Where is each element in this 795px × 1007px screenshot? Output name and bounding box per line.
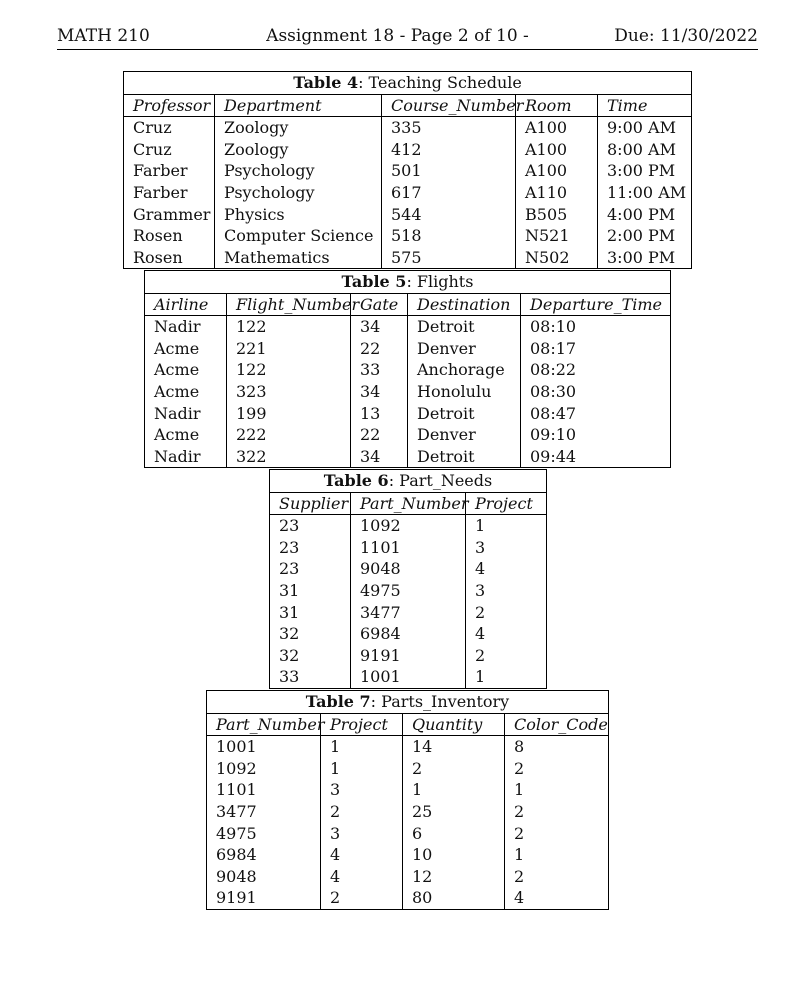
table-cell: 23 — [270, 537, 351, 559]
table-cell: 4 — [514, 888, 525, 908]
table-cell: Zoology — [215, 117, 382, 139]
column-header-row — [270, 492, 547, 515]
table-cell: 33 — [270, 666, 351, 688]
table-cell: 4 — [475, 624, 486, 644]
table-cell: Farber — [124, 182, 215, 204]
table-row — [145, 338, 671, 360]
table-cell: A110 — [516, 182, 598, 204]
table-label: Table 6 — [323, 471, 389, 490]
table-cell: 08:17 — [530, 338, 577, 358]
table-cell: 34 — [351, 381, 408, 403]
table-cell: 4:00 PM — [607, 204, 676, 224]
table-cell: 10 — [403, 844, 505, 866]
table-row — [270, 537, 547, 559]
table-cell: Rosen — [124, 225, 215, 247]
table-caption — [124, 72, 692, 95]
table-cell: 2 — [514, 758, 525, 778]
table-cell: 575 — [382, 247, 516, 269]
table-row — [124, 204, 692, 226]
table-cell: Denver — [408, 424, 521, 446]
header-rule — [57, 49, 758, 50]
table-cell: 13 — [351, 403, 408, 425]
table-caption-row — [207, 691, 609, 714]
column-header: Supplier — [270, 492, 351, 515]
table-row — [270, 515, 547, 537]
table-row — [270, 623, 547, 645]
table-caption — [270, 470, 547, 493]
table-cell: 3477 — [351, 602, 466, 624]
table-row — [207, 779, 609, 801]
table-cell: 31 — [270, 602, 351, 624]
table-cell: 25 — [403, 801, 505, 823]
table-flights — [144, 270, 671, 468]
table-cell: 3:00 PM — [607, 247, 676, 267]
table-cell: 09:10 — [530, 425, 577, 445]
table-cell: 3 — [321, 823, 403, 845]
column-header: Department — [215, 94, 382, 117]
table-cell: Detroit — [408, 316, 521, 338]
due-date: Due: 11/30/2022 — [614, 26, 758, 46]
table-cell: A100 — [516, 139, 598, 161]
table-cell: 3 — [475, 580, 486, 600]
table-row — [145, 381, 671, 403]
table-cell: 4975 — [351, 580, 466, 602]
table-cell: Nadir — [145, 446, 227, 468]
table-row — [145, 403, 671, 425]
table-cell: 34 — [351, 446, 408, 468]
column-header: Destination — [408, 293, 521, 316]
table-cell: Rosen — [124, 247, 215, 269]
table-cell: 9191 — [351, 645, 466, 667]
table-caption-row — [270, 470, 547, 493]
table-cell: 9048 — [351, 558, 466, 580]
table-cell: 9:00 AM — [607, 118, 676, 138]
table-cell: 31 — [270, 580, 351, 602]
table-cell: 23 — [270, 515, 351, 537]
table-cell: 617 — [382, 182, 516, 204]
table-row — [270, 602, 547, 624]
table-cell: 2 — [514, 866, 525, 886]
table-cell: Nadir — [145, 403, 227, 425]
table-cell: 1 — [475, 667, 486, 687]
table-cell: 322 — [227, 446, 351, 468]
table-row — [270, 580, 547, 602]
column-header: Departure_Time — [521, 293, 671, 316]
table-cell: 2 — [321, 887, 403, 909]
table-cell: 08:47 — [530, 403, 577, 423]
table-row — [207, 866, 609, 888]
table-cell: 11:00 AM — [607, 182, 687, 202]
table-cell: 32 — [270, 623, 351, 645]
table-cell: Acme — [145, 359, 227, 381]
course-name: MATH 210 — [57, 26, 150, 46]
table-caption — [145, 271, 671, 294]
table-parts-inventory — [206, 690, 609, 910]
table-cell: 335 — [382, 117, 516, 139]
table-cell: 22 — [351, 338, 408, 360]
table-row — [145, 424, 671, 446]
table-cell: Farber — [124, 160, 215, 182]
table-row — [207, 758, 609, 780]
table-cell: Psychology — [215, 160, 382, 182]
column-header: Color_Code — [505, 713, 609, 736]
table-cell: 34 — [351, 316, 408, 338]
table-label: Table 4 — [293, 73, 359, 92]
table-cell: 4975 — [207, 823, 321, 845]
table-cell: Honolulu — [408, 381, 521, 403]
table-cell: Nadir — [145, 316, 227, 338]
table-cell: 8:00 AM — [607, 139, 676, 159]
table-row — [207, 801, 609, 823]
table-cell: Detroit — [408, 446, 521, 468]
table-cell: 1 — [321, 758, 403, 780]
table-cell: Anchorage — [408, 359, 521, 381]
table-cell: 1092 — [351, 515, 466, 537]
table-cell: 1 — [321, 736, 403, 758]
table-row — [207, 736, 609, 758]
table-row — [145, 316, 671, 338]
table-cell: 501 — [382, 160, 516, 182]
column-header: Course_Number — [382, 94, 516, 117]
column-header: Part_Number — [351, 492, 466, 515]
table-cell: 1 — [475, 516, 486, 536]
table-cell: Zoology — [215, 139, 382, 161]
table-cell: 1 — [514, 845, 525, 865]
table-cell: Denver — [408, 338, 521, 360]
table-cell: 122 — [227, 359, 351, 381]
table-cell: 14 — [403, 736, 505, 758]
table-cell: A100 — [516, 117, 598, 139]
table-cell: 8 — [514, 737, 525, 757]
table-cell: 9048 — [207, 866, 321, 888]
table-cell: 1101 — [351, 537, 466, 559]
table-title: : Teaching Schedule — [358, 73, 522, 92]
column-header: Room — [516, 94, 598, 117]
table-cell: 6 — [403, 823, 505, 845]
table-row — [124, 139, 692, 161]
table-cell: Psychology — [215, 182, 382, 204]
table-row — [270, 666, 547, 688]
table-row — [207, 823, 609, 845]
table-cell: Mathematics — [215, 247, 382, 269]
table-row — [145, 446, 671, 468]
table-cell: 2 — [514, 823, 525, 843]
table-cell: 2 — [475, 602, 486, 622]
table-cell: 518 — [382, 225, 516, 247]
table-part-needs — [269, 469, 547, 689]
table-caption-row — [145, 271, 671, 294]
table-row — [124, 182, 692, 204]
table-cell: Grammer — [124, 204, 215, 226]
table-cell: A100 — [516, 160, 598, 182]
table-cell: Cruz — [124, 117, 215, 139]
table-caption-row — [124, 72, 692, 95]
table-cell: B505 — [516, 204, 598, 226]
column-header: Quantity — [403, 713, 505, 736]
table-row — [124, 117, 692, 139]
column-header: Project — [321, 713, 403, 736]
table-label: Table 7 — [305, 692, 371, 711]
table-cell: 3477 — [207, 801, 321, 823]
table-cell: Physics — [215, 204, 382, 226]
table-cell: Acme — [145, 338, 227, 360]
table-row — [124, 160, 692, 182]
table-cell: N502 — [516, 247, 598, 269]
column-header-row — [207, 713, 609, 736]
table-label: Table 5 — [341, 272, 407, 291]
table-cell: Acme — [145, 424, 227, 446]
table-cell: 222 — [227, 424, 351, 446]
table-cell: 1092 — [207, 758, 321, 780]
table-cell: 2 — [403, 758, 505, 780]
table-cell: 9191 — [207, 887, 321, 909]
table-cell: 12 — [403, 866, 505, 888]
column-header: Project — [466, 492, 547, 515]
table-cell: 544 — [382, 204, 516, 226]
table-cell: 09:44 — [530, 446, 577, 466]
table-row — [270, 645, 547, 667]
table-cell: 4 — [321, 866, 403, 888]
table-row — [207, 887, 609, 909]
table-cell: 1 — [514, 780, 525, 800]
table-cell: 3:00 PM — [607, 161, 676, 181]
column-header: Time — [598, 94, 692, 117]
table-cell: 23 — [270, 558, 351, 580]
table-cell: 323 — [227, 381, 351, 403]
table-row — [124, 247, 692, 269]
table-cell: 32 — [270, 645, 351, 667]
table-cell: 08:30 — [530, 381, 577, 401]
table-cell: 1001 — [351, 666, 466, 688]
table-cell: 122 — [227, 316, 351, 338]
table-cell: 4 — [321, 844, 403, 866]
column-header: Flight_Number — [227, 293, 351, 316]
table-cell: 6984 — [351, 623, 466, 645]
table-cell: 1101 — [207, 779, 321, 801]
table-cell: 33 — [351, 359, 408, 381]
table-cell: 412 — [382, 139, 516, 161]
table-row — [124, 225, 692, 247]
table-cell: 2:00 PM — [607, 226, 676, 246]
table-title: : Flights — [406, 272, 474, 291]
table-cell: 08:10 — [530, 317, 577, 337]
table-cell: Detroit — [408, 403, 521, 425]
table-teaching-schedule — [123, 71, 692, 269]
table-cell: 08:22 — [530, 360, 577, 380]
table-cell: Acme — [145, 381, 227, 403]
assignment-page-info: Assignment 18 - Page 2 of 10 - — [266, 26, 529, 46]
table-cell: 1001 — [207, 736, 321, 758]
table-title: : Parts_Inventory — [370, 692, 510, 711]
table-cell: 6984 — [207, 844, 321, 866]
table-cell: 4 — [475, 559, 486, 579]
table-caption — [207, 691, 609, 714]
table-cell: 221 — [227, 338, 351, 360]
table-row — [270, 558, 547, 580]
column-header: Airline — [145, 293, 227, 316]
table-cell: 1 — [403, 779, 505, 801]
column-header: Gate — [351, 293, 408, 316]
table-cell: 22 — [351, 424, 408, 446]
column-header-row — [124, 94, 692, 117]
table-cell: 3 — [475, 537, 486, 557]
table-cell: Computer Science — [215, 225, 382, 247]
table-row — [145, 359, 671, 381]
table-cell: 3 — [321, 779, 403, 801]
table-cell: 80 — [403, 887, 505, 909]
column-header: Professor — [124, 94, 215, 117]
table-cell: 199 — [227, 403, 351, 425]
column-header: Part_Number — [207, 713, 321, 736]
table-row — [207, 844, 609, 866]
table-cell: 2 — [321, 801, 403, 823]
table-cell: 2 — [475, 645, 486, 665]
table-cell: 2 — [514, 801, 525, 821]
table-cell: N521 — [516, 225, 598, 247]
column-header-row — [145, 293, 671, 316]
table-title: : Part_Needs — [388, 471, 493, 490]
table-cell: Cruz — [124, 139, 215, 161]
